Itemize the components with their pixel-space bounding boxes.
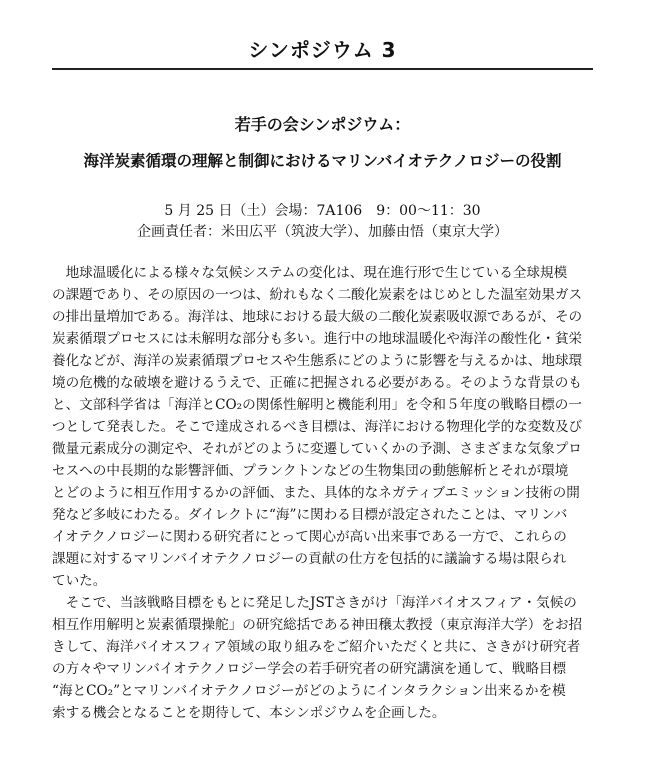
body-line: とどのように相互作用するかの評価、また、具体的なネガティブエミッション技術の開 [52,485,580,501]
body-line: きして、海洋バイオスフィア領域の取り組みをご紹介いただくと共に、さきがけ研究者 [52,639,581,655]
body-line: の排出量増加である。海洋は、地球における最大級の二酸化炭素吸収源であるが、その [52,309,583,325]
body-line: 境の危機的な破壊を避けるうえで、正確に把握される必要がある。そのような背景のも [52,375,582,391]
body-line: 索する機会となることを期待して、本シンポジウムを企画した。 [52,705,446,721]
body-line: 相互作用解明と炭素循環操舵」の研究総括である神田穣太教授（東京海洋大学）をお招 [52,617,583,633]
body-line: 地球温暖化による様々な気候システムの変化は、現在進行形で生じている全球規模 [52,265,568,281]
organizers-line: 企画責任者：米田広平（筑波大学）、加藤由悟（東京大学） [137,224,508,240]
body-line: 養化などが、海洋の炭素循環プロセスや生態系にどのように影響を与えるかは、地球環 [52,353,583,369]
schedule-line: 5 月 25 日（土）会場：7A106 9：00〜11：30 [164,203,481,219]
body-line: ていた。 [52,573,107,589]
body-line: つとして発表した。そこで達成されるべき目標は、海洋における物理化学的な変数及び [52,419,583,435]
body-line: “海とCO₂”とマリンバイオテクノロジーがどのようにインタラクション出来るかを模 [52,683,566,699]
body-line: の方々やマリンバイオテクノロジー学会の若手研究者の研究講演を通して、戦略目標 [52,661,567,677]
body-line: セスへの中長期的な影響評価、プランクトンなどの生物集団の動態解析とそれが環境 [52,463,569,479]
section-header: シンポジウム 3 [248,38,397,62]
body-line: 発など多岐にわたる。ダイレクトに“海”に関わる目標が設定されたことは、マリンバ [52,507,568,523]
body-line: イオテクノロジーに関わる研究者にとって関心が高い出来事である一方で、これらの [52,529,567,545]
body-text [52,262,596,724]
symposium-subtitle: 海洋炭素循環の理解と制御におけるマリンバイオテクノロジーの役割 [83,151,562,170]
header-divider [52,68,593,70]
body-line: と、文部科学省は「海洋とCO₂の関係性解明と機能利用」を令和５年度の戦略目標の一 [52,397,582,413]
body-line: の課題であり、その原因の一つは、紛れもなく二酸化炭素をはじめとした温室効果ガス [52,287,583,303]
body-line: そこで、当該戦略目標をもとに発足したJSTさきがけ「海洋バイオスフィア・気候の [52,595,577,611]
body-line: 微量元素成分の測定や、それがどのように変遷していくかの予測、さまざまな気象プロ [52,441,582,457]
body-line: 炭素循環プロセスには未解明な部分も多い。進行中の地球温暖化や海洋の酸性化・貧栄 [52,331,583,347]
symposium-title: 若手の会シンポジウム： [234,115,411,134]
body-line: 課題に対するマリンバイオテクノロジーの貢献の仕方を包括的に議論する場は限られ [52,551,567,567]
